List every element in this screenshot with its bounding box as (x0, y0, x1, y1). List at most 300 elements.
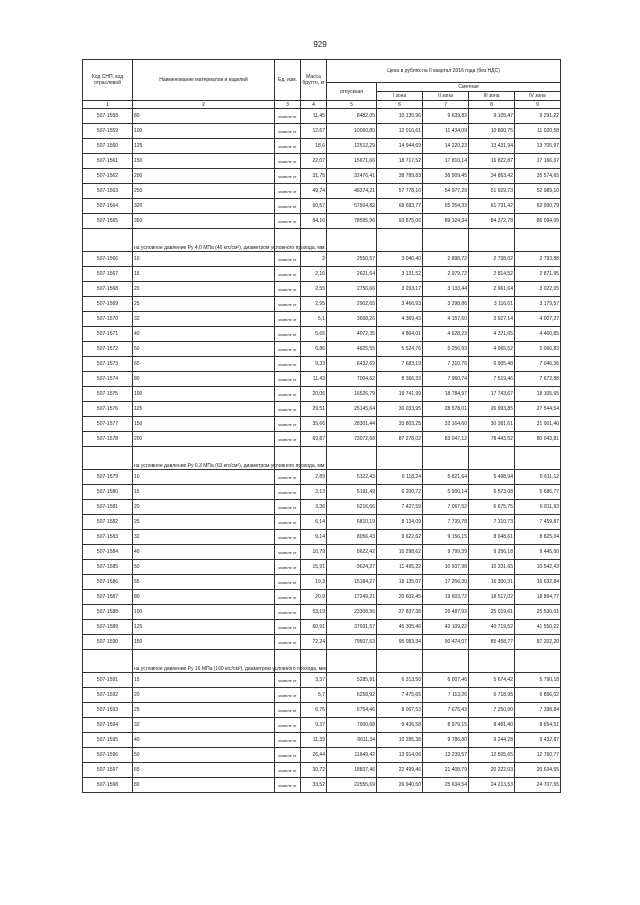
section-heading: на условное давление Ру 16 МПа (160 кгс/см²), диаметром условного прохода, мм: (133, 650, 275, 673)
price-zone-2: 5 900,14 (423, 485, 469, 500)
item-code: 507-1577 (83, 417, 133, 432)
item-mass: 49,74 (301, 184, 327, 199)
table-row (83, 673, 561, 688)
empty-cell (327, 650, 377, 673)
price-release: 16526,79 (327, 387, 377, 402)
item-unit: компле кт (275, 184, 301, 199)
header-release: отпускная (327, 83, 377, 101)
item-unit: компле кт (275, 515, 301, 530)
price-zone-2: 4 628,23 (423, 327, 469, 342)
column-number: 2 (133, 101, 275, 109)
price-zone-4: 13 705,97 (515, 139, 561, 154)
price-zone-4: 7 672,88 (515, 372, 561, 387)
price-release: 6216,66 (327, 500, 377, 515)
item-name: 40 (133, 327, 275, 342)
item-mass: 15,91 (301, 560, 327, 575)
column-number: 1 (83, 101, 133, 109)
item-unit: компле кт (275, 267, 301, 282)
price-zone-1: 20 602,45 (377, 590, 423, 605)
price-release: 5122,43 (327, 470, 377, 485)
item-mass: 26,44 (301, 748, 327, 763)
price-zone-2: 7 067,52 (423, 500, 469, 515)
price-zone-1: 19 741,99 (377, 387, 423, 402)
price-zone-4: 5 790,18 (515, 673, 561, 688)
item-unit: компле кт (275, 139, 301, 154)
price-zone-3: 4 965,52 (469, 342, 515, 357)
item-unit: компле кт (275, 372, 301, 387)
item-name: 150 (133, 154, 275, 169)
price-zone-1: 95 083,34 (377, 635, 423, 650)
item-unit: компле кт (275, 402, 301, 417)
table-row (83, 470, 561, 485)
price-zone-2: 4 157,60 (423, 312, 469, 327)
price-release: 7900,68 (327, 718, 377, 733)
price-zone-3: 4 371,65 (469, 327, 515, 342)
price-zone-4: 52 989,10 (515, 184, 561, 199)
item-name: 65 (133, 763, 275, 778)
item-unit: компле кт (275, 169, 301, 184)
column-number: 6 (377, 101, 423, 109)
price-release: 28301,44 (327, 417, 377, 432)
price-zone-4: 80 043,81 (515, 432, 561, 447)
item-code: 507-1564 (83, 199, 133, 214)
price-release: 15671,66 (327, 154, 377, 169)
price-zone-1: 9 436,58 (377, 718, 423, 733)
item-name: 150 (133, 635, 275, 650)
price-zone-1: 30 033,95 (377, 402, 423, 417)
price-zone-1: 10 136,96 (377, 109, 423, 124)
column-number: 3 (275, 101, 301, 109)
price-zone-1: 18 135,07 (377, 575, 423, 590)
column-number: 4 (301, 101, 327, 109)
item-name: 50 (133, 748, 275, 763)
price-zone-3: 17 743,67 (469, 387, 515, 402)
item-mass: 6,14 (301, 515, 327, 530)
item-code: 507-1559 (83, 124, 133, 139)
price-zone-3: 6 675,75 (469, 500, 515, 515)
price-zone-3: 7 310,73 (469, 515, 515, 530)
item-code: 507-1590 (83, 635, 133, 650)
price-zone-1: 13 914,06 (377, 748, 423, 763)
empty-cell (515, 447, 561, 470)
item-name: 15 (133, 673, 275, 688)
price-zone-4: 18 894,77 (515, 590, 561, 605)
price-zone-4: 7 046,36 (515, 357, 561, 372)
price-zone-4: 86 094,05 (515, 214, 561, 229)
item-unit: компле кт (275, 282, 301, 297)
price-zone-1: 87 278,02 (377, 432, 423, 447)
item-name: 320 (133, 199, 275, 214)
item-code: 507-1591 (83, 673, 133, 688)
price-zone-1: 38 789,83 (377, 169, 423, 184)
price-release: 8056,43 (327, 530, 377, 545)
header-zone-1: I зона (377, 92, 423, 101)
price-zone-2: 25 634,54 (423, 778, 469, 793)
header-unit: Ед. изм. (275, 60, 301, 101)
header-zone-3: III зона (469, 92, 515, 101)
price-zone-2: 17 256,30 (423, 575, 469, 590)
item-name: 100 (133, 605, 275, 620)
section-row (83, 447, 561, 470)
item-mass: 2,89 (301, 470, 327, 485)
price-zone-3: 3 927,14 (469, 312, 515, 327)
price-zone-1: 7 683,19 (377, 357, 423, 372)
header-code: Код СНП, код отраслевой (83, 60, 133, 101)
price-release: 5285,91 (327, 673, 377, 688)
item-name: 200 (133, 432, 275, 447)
price-zone-3: 12 505,65 (469, 748, 515, 763)
table-row (83, 154, 561, 169)
price-zone-4: 7 459,87 (515, 515, 561, 530)
price-release: 79607,63 (327, 635, 377, 650)
item-unit: компле кт (275, 485, 301, 500)
item-code: 507-1569 (83, 297, 133, 312)
price-zone-4: 5 611,12 (515, 470, 561, 485)
price-zone-3: 8 648,61 (469, 530, 515, 545)
item-name: 350 (133, 214, 275, 229)
price-release: 12512,29 (327, 139, 377, 154)
price-release: 6432,69 (327, 357, 377, 372)
item-unit: компле кт (275, 109, 301, 124)
price-zone-2: 9 786,80 (423, 733, 469, 748)
table-row (83, 432, 561, 447)
item-mass: 9,37 (301, 718, 327, 733)
table-row (83, 545, 561, 560)
price-zone-1: 45 305,46 (377, 620, 423, 635)
price-release: 7004,62 (327, 372, 377, 387)
item-name: 80 (133, 778, 275, 793)
item-code: 507-1567 (83, 267, 133, 282)
price-zone-2: 36 909,45 (423, 169, 469, 184)
price-release: 23308,56 (327, 605, 377, 620)
empty-cell (377, 650, 423, 673)
price-zone-4: 31 001,40 (515, 417, 561, 432)
price-release: 15184,27 (327, 575, 377, 590)
price-zone-2: 7 310,76 (423, 357, 469, 372)
price-zone-3: 10 800,75 (469, 124, 515, 139)
item-unit: компле кт (275, 154, 301, 169)
price-zone-1: 4 864,01 (377, 327, 423, 342)
price-zone-3: 7 250,90 (469, 703, 515, 718)
item-name: 40 (133, 545, 275, 560)
item-name: 32 (133, 718, 275, 733)
item-name: 125 (133, 620, 275, 635)
item-unit: компле кт (275, 432, 301, 447)
item-name: 125 (133, 139, 275, 154)
price-zone-2: 17 810,14 (423, 154, 469, 169)
item-mass: 53,19 (301, 605, 327, 620)
price-zone-3: 6 905,48 (469, 357, 515, 372)
item-unit: компле кт (275, 252, 301, 267)
price-zone-2: 21 408,79 (423, 763, 469, 778)
price-release: 5191,49 (327, 485, 377, 500)
price-zone-1: 9 622,62 (377, 530, 423, 545)
price-zone-1: 3 293,17 (377, 282, 423, 297)
price-zone-4: 6 811,93 (515, 500, 561, 515)
table-row (83, 139, 561, 154)
empty-cell (469, 447, 515, 470)
section-row (83, 650, 561, 673)
price-zone-1: 12 016,61 (377, 124, 423, 139)
item-name: 65 (133, 357, 275, 372)
table-row (83, 169, 561, 184)
item-unit: компле кт (275, 688, 301, 703)
price-zone-4: 24 707,55 (515, 778, 561, 793)
table-row (83, 605, 561, 620)
item-code: 507-1560 (83, 139, 133, 154)
header-price-title: Цена в рублях на II квартал 2016 года (без НДС) (327, 60, 561, 83)
price-zone-4: 8 654,51 (515, 718, 561, 733)
price-zone-3: 16 300,31 (469, 575, 515, 590)
item-code: 507-1595 (83, 733, 133, 748)
item-mass: 60,57 (301, 199, 327, 214)
price-zone-2: 7 960,74 (423, 372, 469, 387)
item-name: 125 (133, 402, 275, 417)
price-zone-2: 9 156,15 (423, 530, 469, 545)
item-unit: компле кт (275, 327, 301, 342)
item-name: 80 (133, 590, 275, 605)
price-zone-2: 5 256,93 (423, 342, 469, 357)
item-code: 507-1574 (83, 372, 133, 387)
item-code: 507-1597 (83, 763, 133, 778)
price-zone-2: 9 799,39 (423, 545, 469, 560)
price-zone-3: 84 372,78 (469, 214, 515, 229)
price-zone-3: 18 517,02 (469, 590, 515, 605)
price-zone-3: 5 573,08 (469, 485, 515, 500)
price-zone-2: 32 164,60 (423, 417, 469, 432)
item-unit: компле кт (275, 530, 301, 545)
price-zone-1: 10 298,62 (377, 545, 423, 560)
price-zone-4: 62 990,79 (515, 199, 561, 214)
price-zone-2: 13 239,57 (423, 748, 469, 763)
price-zone-3: 5 674,42 (469, 673, 515, 688)
item-name: 50 (133, 560, 275, 575)
header-name: Наименование материалов и изделий (133, 60, 275, 101)
price-zone-1: 26 940,50 (377, 778, 423, 793)
price-zone-2: 28 578,01 (423, 402, 469, 417)
price-zone-1: 4 369,43 (377, 312, 423, 327)
item-code: 507-1578 (83, 432, 133, 447)
price-zone-1: 8 067,53 (377, 703, 423, 718)
item-code: 507-1593 (83, 703, 133, 718)
table-row (83, 778, 561, 793)
table-row (83, 357, 561, 372)
table-row (83, 109, 561, 124)
empty-cell (469, 229, 515, 252)
item-code: 507-1587 (83, 590, 133, 605)
item-name: 15 (133, 485, 275, 500)
price-release: 17249,21 (327, 590, 377, 605)
item-name: 20 (133, 688, 275, 703)
price-zone-1: 8 366,33 (377, 372, 423, 387)
table-row (83, 252, 561, 267)
item-code: 507-1562 (83, 169, 133, 184)
price-zone-3: 2 961,64 (469, 282, 515, 297)
item-mass: 6,76 (301, 703, 327, 718)
price-zone-1: 7 427,59 (377, 500, 423, 515)
item-mass: 2,95 (301, 297, 327, 312)
item-unit: компле кт (275, 673, 301, 688)
table-row (83, 590, 561, 605)
item-unit: компле кт (275, 199, 301, 214)
price-zone-2: 10 937,98 (423, 560, 469, 575)
item-name: 50 (133, 342, 275, 357)
item-code: 507-1581 (83, 500, 133, 515)
price-release: 11649,42 (327, 748, 377, 763)
item-name: 80 (133, 372, 275, 387)
price-zone-3: 9 244,28 (469, 733, 515, 748)
price-release: 8622,42 (327, 545, 377, 560)
header-estimate: Сметная (377, 83, 561, 92)
table-row (83, 184, 561, 199)
price-release: 37931,57 (327, 620, 377, 635)
item-name: 10 (133, 252, 275, 267)
item-unit: компле кт (275, 748, 301, 763)
item-mass: 6,86 (301, 342, 327, 357)
table-row (83, 342, 561, 357)
price-zone-2: 6 007,46 (423, 673, 469, 688)
item-name: 15 (133, 267, 275, 282)
price-zone-4: 17 166,07 (515, 154, 561, 169)
price-zone-2: 83 047,12 (423, 432, 469, 447)
item-code: 507-1563 (83, 184, 133, 199)
price-zone-4: 5 066,83 (515, 342, 561, 357)
table-row (83, 312, 561, 327)
item-code: 507-1572 (83, 342, 133, 357)
item-name: 65 (133, 575, 275, 590)
item-mass: 22,07 (301, 154, 327, 169)
price-release: 25145,64 (327, 402, 377, 417)
price-zone-3: 6 718,95 (469, 688, 515, 703)
empty-cell (377, 447, 423, 470)
table-row (83, 748, 561, 763)
item-mass: 2,55 (301, 282, 327, 297)
price-release: 9624,27 (327, 560, 377, 575)
table-row (83, 530, 561, 545)
table-row (83, 267, 561, 282)
item-name: 32 (133, 530, 275, 545)
section-heading: на условное давление Ру 4,0 МПа (40 кгс/см²), диаметром условного прохода, мм: (133, 229, 275, 252)
price-zone-3: 9 105,47 (469, 109, 515, 124)
item-code: 507-1580 (83, 485, 133, 500)
item-unit: компле кт (275, 620, 301, 635)
item-mass: 84,16 (301, 214, 327, 229)
item-mass: 5,7 (301, 688, 327, 703)
item-code: 507-1582 (83, 515, 133, 530)
price-zone-4: 20 634,55 (515, 763, 561, 778)
item-name: 200 (133, 169, 275, 184)
price-zone-4: 8 825,04 (515, 530, 561, 545)
price-zone-3: 26 993,85 (469, 402, 515, 417)
price-zone-4: 4 007,27 (515, 312, 561, 327)
price-zone-2: 3 133,44 (423, 282, 469, 297)
table-body (83, 109, 561, 793)
price-zone-2: 89 324,34 (423, 214, 469, 229)
price-zone-2: 8 979,15 (423, 718, 469, 733)
price-zone-3: 9 256,18 (469, 545, 515, 560)
item-unit: компле кт (275, 470, 301, 485)
item-code: 507-1589 (83, 620, 133, 635)
price-zone-1: 6 200,72 (377, 485, 423, 500)
price-release: 2550,57 (327, 252, 377, 267)
price-zone-1: 33 803,25 (377, 417, 423, 432)
price-zone-4: 3 022,05 (515, 282, 561, 297)
item-unit: компле кт (275, 590, 301, 605)
item-mass: 5,65 (301, 327, 327, 342)
price-zone-2: 54 977,29 (423, 184, 469, 199)
item-mass: 29,51 (301, 402, 327, 417)
price-zone-4: 25 530,01 (515, 605, 561, 620)
item-unit: компле кт (275, 357, 301, 372)
table-row (83, 124, 561, 139)
item-unit: компле кт (275, 500, 301, 515)
item-mass: 69,87 (301, 432, 327, 447)
price-zone-1: 14 944,69 (377, 139, 423, 154)
table-row (83, 763, 561, 778)
price-zone-1: 68 683,77 (377, 199, 423, 214)
price-zone-3: 25 019,61 (469, 605, 515, 620)
price-zone-3: 30 381,61 (469, 417, 515, 432)
empty-cell (423, 447, 469, 470)
item-mass: 9,14 (301, 530, 327, 545)
price-release: 73072,68 (327, 432, 377, 447)
header-zone-2: II зона (423, 92, 469, 101)
item-name: 80 (133, 109, 275, 124)
price-zone-3: 10 331,65 (469, 560, 515, 575)
item-unit: компле кт (275, 214, 301, 229)
table-row (83, 297, 561, 312)
item-unit: компле кт (275, 575, 301, 590)
empty-cell (515, 229, 561, 252)
price-release: 4072,35 (327, 327, 377, 342)
price-zone-4: 7 398,84 (515, 703, 561, 718)
table-row (83, 327, 561, 342)
item-name: 40 (133, 733, 275, 748)
price-zone-1: 93 875,06 (377, 214, 423, 229)
price-zone-4: 87 202,20 (515, 635, 561, 650)
price-zone-2: 7 676,43 (423, 703, 469, 718)
price-zone-4: 10 542,43 (515, 560, 561, 575)
item-unit: компле кт (275, 763, 301, 778)
item-mass: 60,91 (301, 620, 327, 635)
price-zone-3: 34 863,42 (469, 169, 515, 184)
item-code: 507-1598 (83, 778, 133, 793)
price-zone-2: 43 109,22 (423, 620, 469, 635)
page-number: 929 (313, 40, 327, 49)
price-release: 48374,21 (327, 184, 377, 199)
price-zone-1: 3 466,93 (377, 297, 423, 312)
item-code: 507-1592 (83, 688, 133, 703)
price-zone-4: 35 574,65 (515, 169, 561, 184)
table-row (83, 199, 561, 214)
table-row (83, 620, 561, 635)
table-row (83, 402, 561, 417)
price-zone-4: 6 856,02 (515, 688, 561, 703)
price-zone-1: 57 778,16 (377, 184, 423, 199)
item-name: 100 (133, 124, 275, 139)
price-zone-3: 5 498,94 (469, 470, 515, 485)
price-release: 18837,46 (327, 763, 377, 778)
empty-cell (423, 229, 469, 252)
price-release: 3658,26 (327, 312, 377, 327)
table-row (83, 718, 561, 733)
price-zone-3: 16 822,87 (469, 154, 515, 169)
item-unit: компле кт (275, 778, 301, 793)
price-release: 4625,55 (327, 342, 377, 357)
item-mass: 5,1 (301, 312, 327, 327)
section-code-cell (83, 650, 133, 673)
section-code-cell (83, 447, 133, 470)
